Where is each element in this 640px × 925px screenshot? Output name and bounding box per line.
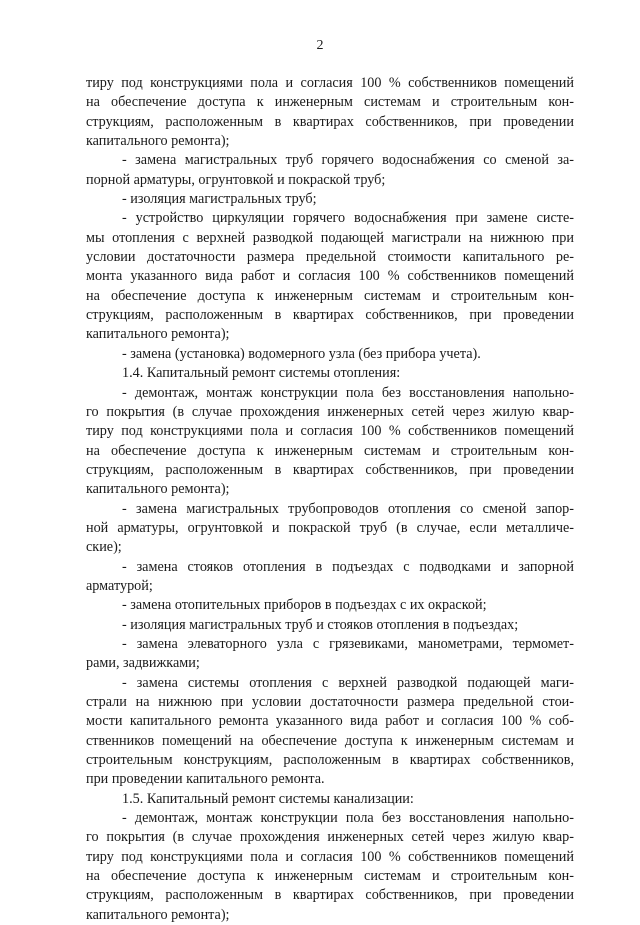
text-line: - устройство циркуляции горячего водоснабжения при замене систе- bbox=[122, 210, 574, 227]
text-line: - демонтаж, монтаж конструкции пола без восстановления напольно- bbox=[122, 810, 574, 827]
text-line: страли на нижнюю при условии достаточности размера предельной стои- bbox=[86, 694, 574, 710]
body-text bbox=[86, 74, 574, 925]
text-line: - демонтаж, монтаж конструкции пола без восстановления напольно- bbox=[122, 384, 574, 401]
text-line: арматурой; bbox=[86, 577, 153, 594]
text-line: - замена стояков отопления в подъездах с подводками и запорной bbox=[122, 558, 574, 575]
text-line: монта указанного вида работ и согласия 100 % собственников помещений bbox=[86, 268, 574, 285]
text-line: струкциям, расположенным в квартирах собственников, при проведении bbox=[86, 887, 574, 904]
text-line: капитального ремонта); bbox=[86, 906, 230, 923]
text-line: 1.4. Капитальный ремонт системы отопления: bbox=[122, 365, 401, 382]
text-line: - изоляция магистральных труб и стояков отопления в подъездах; bbox=[122, 616, 519, 633]
text-line: ские); bbox=[86, 539, 122, 556]
text-line: на обеспечение доступа к инженерным системам и строительным кон- bbox=[86, 442, 574, 459]
text-line: мы отопления с верхней разводкой подающей магистрали на нижнюю при bbox=[86, 229, 574, 246]
text-line: тиру под конструкциями пола и согласия 100 % собственников помещений bbox=[86, 75, 574, 91]
text-line: струкциям, расположенным в квартирах собственников, при проведении bbox=[86, 113, 574, 130]
text-line: - замена отопительных приборов в подъездах с их окраской; bbox=[122, 597, 487, 614]
text-line: - замена системы отопления с верхней разводкой подающей маги- bbox=[122, 674, 574, 691]
text-line: ной арматуры, огрунтовкой и покраской труб (в случае, если металличе- bbox=[86, 519, 574, 536]
text-line: тиру под конструкциями пола и согласия 100 % собственников помещений bbox=[86, 423, 574, 440]
text-line: ственников помещений на обеспечение доступа к инженерным системам и bbox=[86, 732, 574, 749]
text-line: - замена магистральных трубопроводов отопления со сменой запор- bbox=[122, 500, 574, 517]
text-line: при проведении капитального ремонта. bbox=[86, 771, 325, 788]
text-line: капитального ремонта); bbox=[86, 326, 230, 343]
text-line: го покрытия (в случае прохождения инженерных сетей через жилую квар- bbox=[86, 829, 574, 846]
text-line: - изоляция магистральных труб; bbox=[122, 191, 317, 208]
text-line: струкциям, расположенным в квартирах собственников, при проведении bbox=[86, 461, 574, 478]
text-line: капитального ремонта); bbox=[86, 481, 230, 498]
text-line: струкциям, расположенным в квартирах собственников, при проведении bbox=[86, 307, 574, 324]
text-line: строительным конструкциям, расположенным в квартирах собственников, bbox=[86, 752, 574, 769]
text-line: - замена элеваторного узла с грязевиками, манометрами, термомет- bbox=[122, 635, 574, 652]
text-line: го покрытия (в случае прохождения инженерных сетей через жилую квар- bbox=[86, 403, 574, 420]
text-line: - замена магистральных труб горячего водоснабжения со сменой за- bbox=[122, 152, 574, 169]
text-line: на обеспечение доступа к инженерным системам и строительным кон- bbox=[86, 868, 574, 885]
text-line: рами, задвижками; bbox=[86, 655, 200, 672]
text-line: на обеспечение доступа к инженерным системам и строительным кон- bbox=[86, 94, 574, 111]
text-line: мости капитального ремонта указанного вида работ и согласия 100 % соб- bbox=[86, 713, 574, 730]
text-line: порной арматуры, огрунтовкой и покраской труб; bbox=[86, 171, 386, 188]
text-line: тиру под конструкциями пола и согласия 100 % собственников помещений bbox=[86, 848, 574, 865]
page-number: 2 bbox=[316, 38, 324, 53]
text-line: - замена (установка) водомерного узла (без прибора учета). bbox=[122, 345, 481, 362]
text-line: 1.5. Капитальный ремонт системы канализации: bbox=[122, 790, 414, 807]
text-line: условии достаточности размера предельной стоимости капитального ре- bbox=[86, 249, 574, 266]
text-line: на обеспечение доступа к инженерным системам и строительным кон- bbox=[86, 287, 574, 304]
text-line: капитального ремонта); bbox=[86, 133, 230, 150]
